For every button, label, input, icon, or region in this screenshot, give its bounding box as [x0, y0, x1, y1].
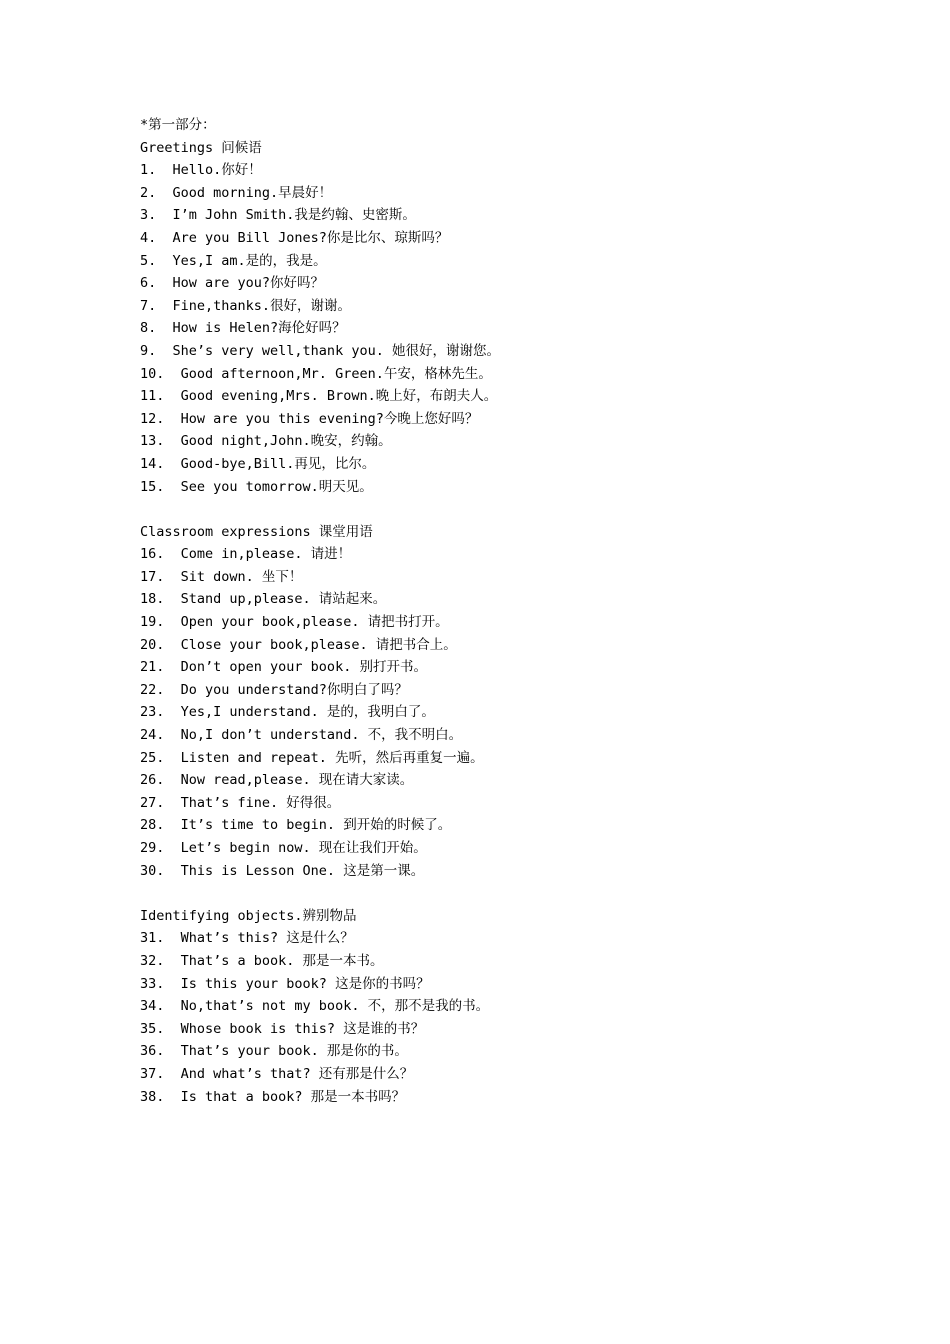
section-classroom-expressions: [140, 521, 900, 883]
list-item: 35. Whose book is this? 这是谁的书？: [140, 1020, 425, 1037]
list-item: 38. Is that a book? 那是一本书吗？: [140, 1088, 406, 1105]
section-heading: Greetings 问候语: [140, 139, 262, 156]
list-item: 16. Come in,please. 请进！: [140, 546, 352, 563]
list-item: 20. Close your book,please. 请把书合上。: [140, 636, 457, 653]
list-item: 2. Good morning.早晨好！: [140, 184, 333, 201]
list-item: 30. This is Lesson One. 这是第一课。: [140, 862, 425, 879]
list-item: 37. And what’s that? 还有那是什么？: [140, 1065, 414, 1082]
section-heading: Identifying objects.辨别物品: [140, 907, 357, 924]
list-item: 4. Are you Bill Jones?你是比尔、琼斯吗？: [140, 229, 449, 246]
section-identifying-objects: [140, 905, 900, 1108]
document-page: [140, 114, 900, 1108]
list-item: 24. No,I don’t understand. 不，我不明白。: [140, 727, 463, 744]
list-item: 23. Yes,I understand. 是的，我明白了。: [140, 704, 435, 721]
list-item: 21. Don’t open your book. 别打开书。: [140, 659, 427, 676]
list-item: 13. Good night,John.晚安，约翰。: [140, 433, 392, 450]
list-item: 26. Now read,please. 现在请大家读。: [140, 772, 414, 789]
list-item: 1. Hello.你好！: [140, 162, 262, 179]
list-item: 27. That’s fine. 好得很。: [140, 794, 341, 811]
list-item: 17. Sit down. 坐下！: [140, 568, 303, 585]
list-item: 15. See you tomorrow.明天见。: [140, 478, 373, 495]
list-item: 19. Open your book,please. 请把书打开。: [140, 614, 449, 631]
section-greetings: [140, 137, 900, 499]
list-item: 29. Let’s begin now. 现在让我们开始。: [140, 840, 427, 856]
list-item: 7. Fine,thanks.很好，谢谢。: [140, 297, 352, 314]
list-item: 32. That’s a book. 那是一本书。: [140, 952, 384, 969]
list-item: 8. How is Helen?海伦好吗？: [140, 320, 346, 337]
section-spacer: [140, 498, 900, 521]
list-item: 31. What’s this? 这是什么？: [140, 930, 354, 947]
part-heading: *第一部分：: [140, 117, 216, 133]
list-item: 10. Good afternoon,Mr. Green.午安，格林先生。: [140, 365, 492, 382]
list-item: 22. Do you understand?你明白了吗？: [140, 681, 408, 698]
list-item: 9. She’s very well,thank you. 她很好，谢谢您。: [140, 342, 500, 359]
list-item: 25. Listen and repeat. 先听，然后再重复一遍。: [140, 749, 484, 766]
list-item: 18. Stand up,please. 请站起来。: [140, 591, 387, 608]
list-item: 14. Good-bye,Bill.再见，比尔。: [140, 455, 376, 472]
list-item: 34. No,that’s not my book. 不，那不是我的书。: [140, 998, 490, 1015]
list-item: 28. It’s time to begin. 到开始的时候了。: [140, 817, 452, 834]
list-item: 33. Is this your book? 这是你的书吗？: [140, 975, 430, 992]
list-item: 11. Good evening,Mrs. Brown.晚上好，布朗夫人。: [140, 388, 498, 405]
list-item: 5. Yes,I am.是的，我是。: [140, 252, 327, 269]
list-item: 3. I’m John Smith.我是约翰、史密斯。: [140, 207, 416, 224]
list-item: 36. That’s your book. 那是你的书。: [140, 1043, 408, 1060]
section-heading: Classroom expressions 课堂用语: [140, 523, 373, 540]
list-item: 6. How are you?你好吗？: [140, 275, 325, 292]
list-item: 12. How are you this evening?今晚上您好吗？: [140, 410, 479, 427]
section-spacer: [140, 882, 900, 905]
